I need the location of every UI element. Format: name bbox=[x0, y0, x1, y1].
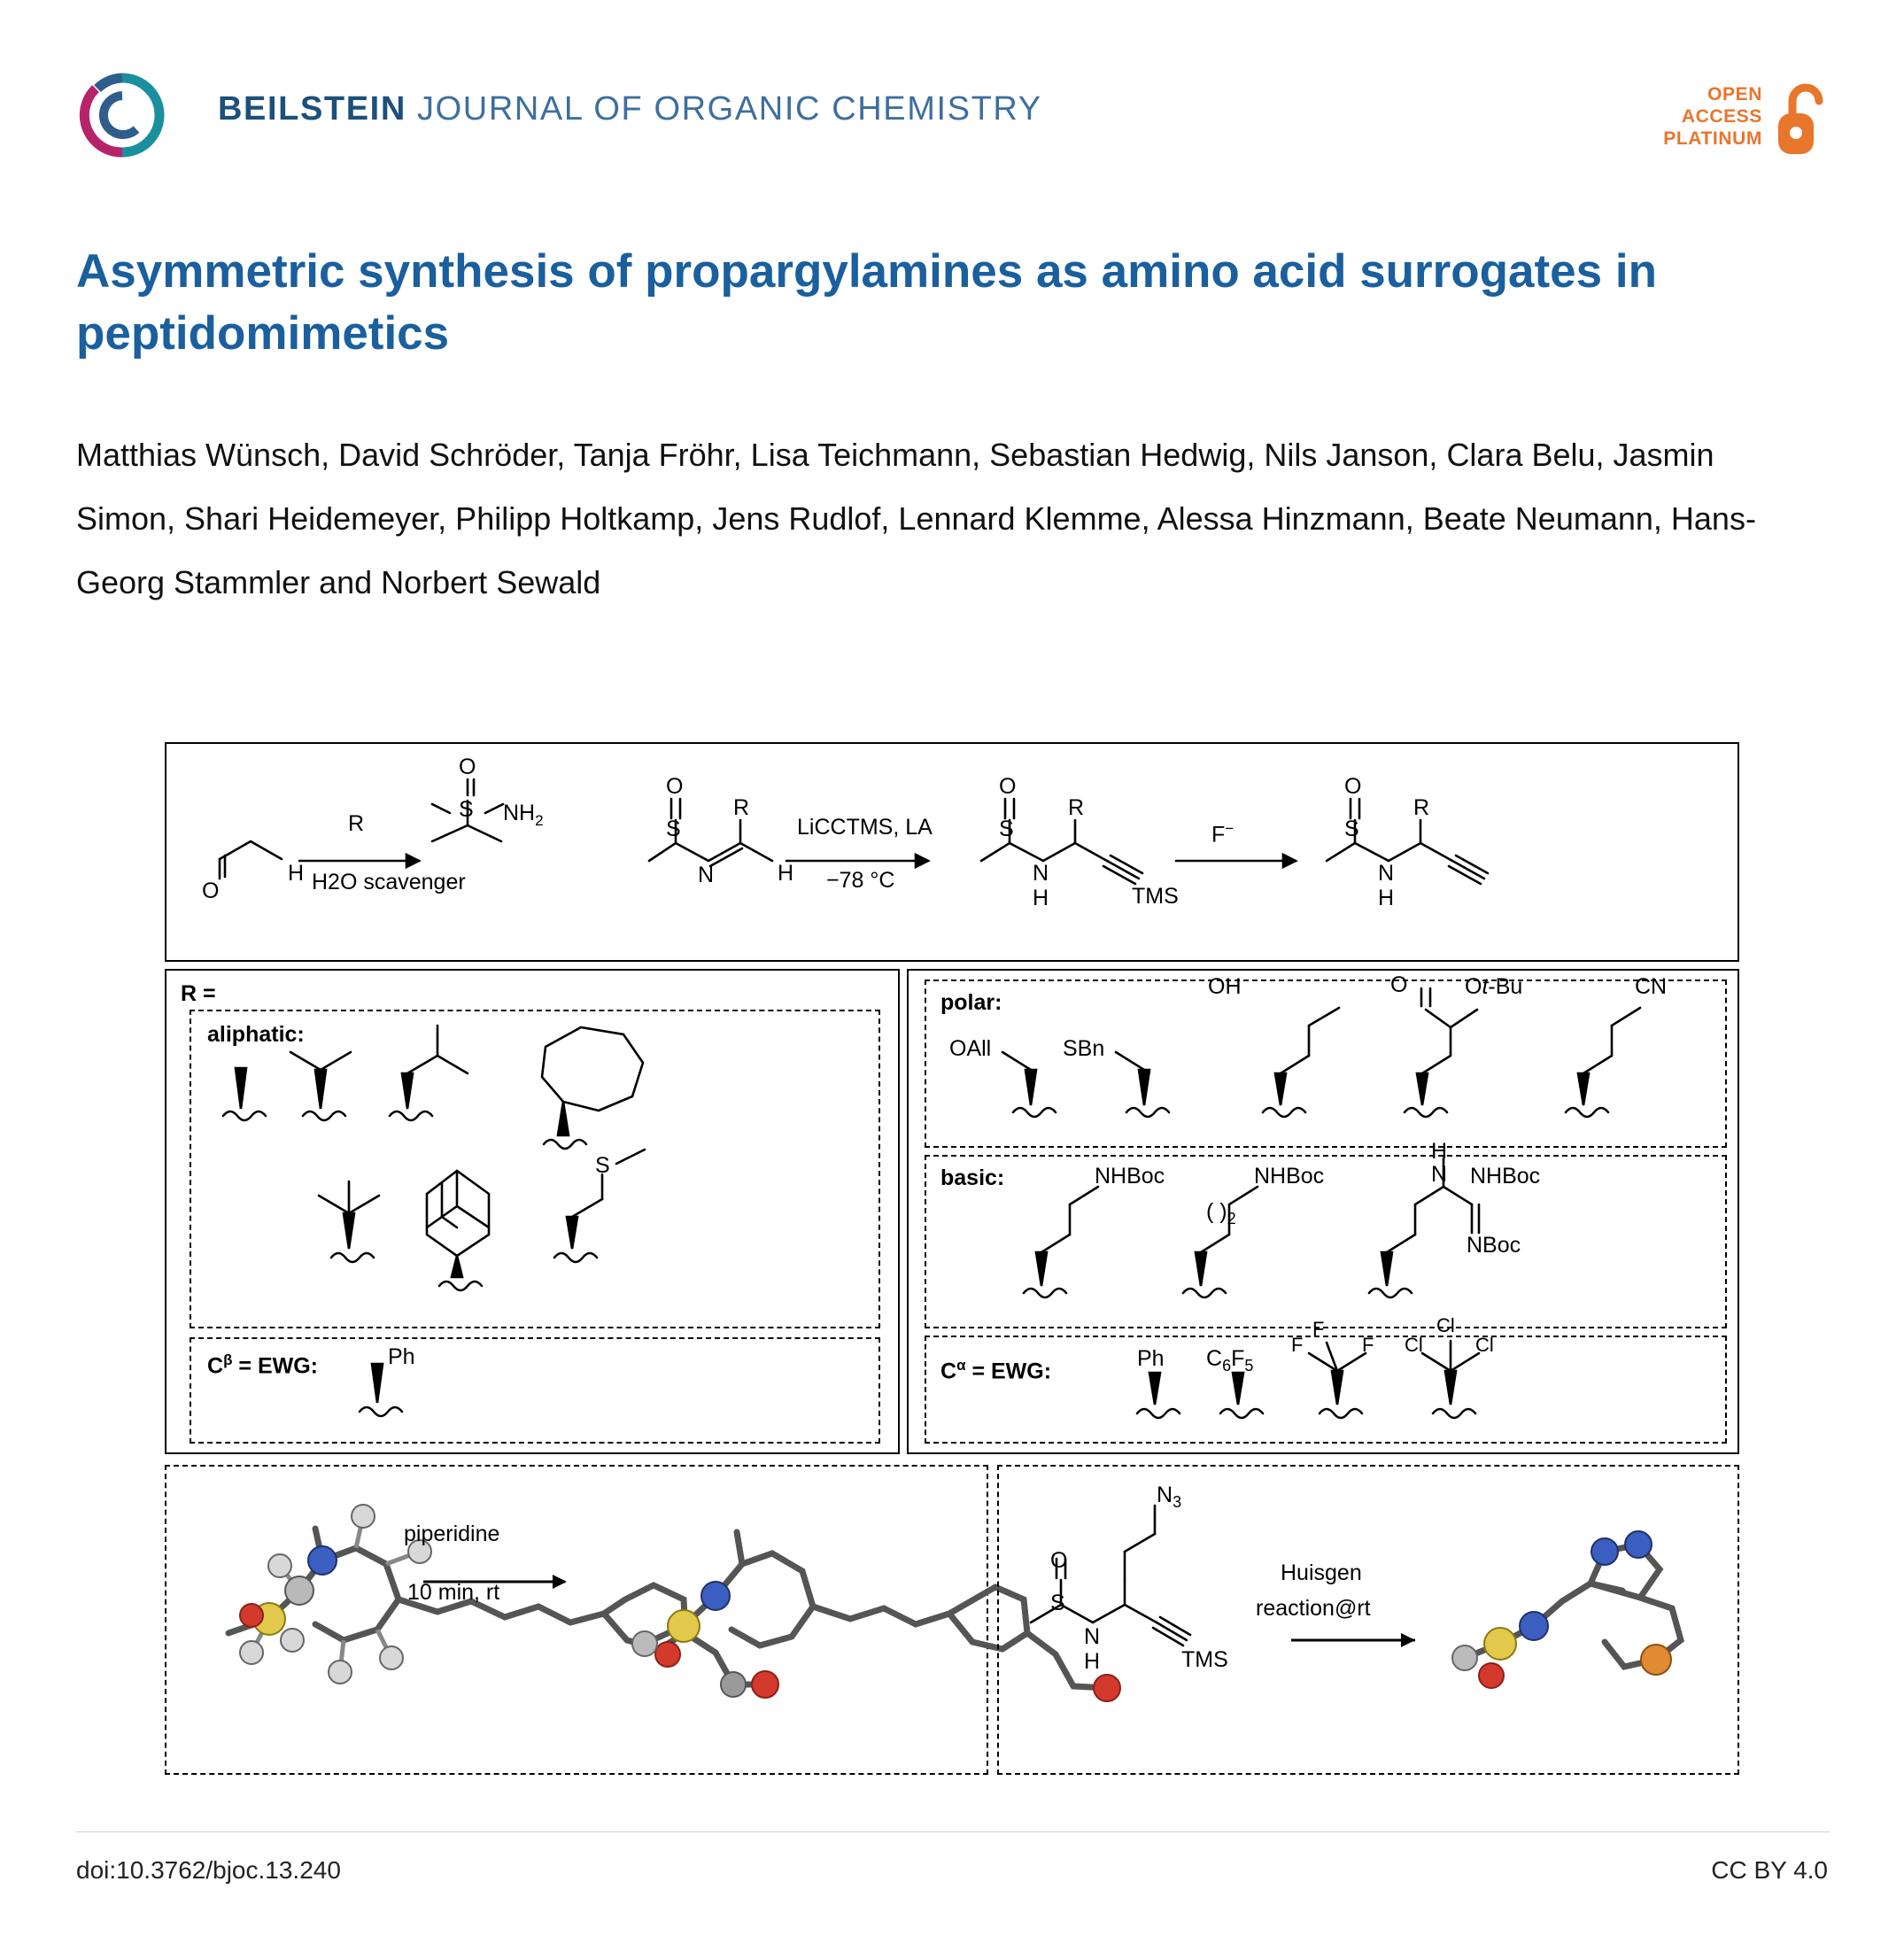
cbeta-ewg-drawing bbox=[191, 1339, 882, 1445]
xray-reagent-line2: 10 min, rt bbox=[407, 1580, 500, 1605]
scheme-product2-R: R bbox=[1413, 795, 1430, 820]
calpha-item-cl1: Cl bbox=[1405, 1334, 1423, 1356]
polar-item-oh: OH bbox=[1208, 974, 1242, 999]
huisgen-drawing bbox=[999, 1467, 1741, 1777]
scheme-imine-O: O bbox=[666, 774, 684, 799]
huisgen-panel bbox=[997, 1465, 1739, 1775]
basic-item-nh: H bbox=[1431, 1139, 1448, 1164]
aliphatic-substituents-drawing bbox=[191, 1011, 882, 1330]
huisgen-reagent-line1: Huisgen bbox=[1281, 1560, 1362, 1585]
scheme-imine-S: S bbox=[666, 817, 681, 841]
scheme-reagent-1: H2O scavenger bbox=[312, 870, 466, 894]
journal-name: JOURNAL OF ORGANIC CHEMISTRY bbox=[417, 90, 1042, 128]
polar-item-oall: OAll bbox=[949, 1036, 992, 1061]
scheme-product1-N: N bbox=[1033, 861, 1049, 886]
journal-header bbox=[76, 69, 1830, 166]
scheme-reagent-3: F− bbox=[1211, 820, 1235, 848]
calpha-item-cl2: Cl bbox=[1436, 1314, 1455, 1336]
polar-item-o: O bbox=[1390, 972, 1408, 997]
basic-item-repeat: ( )$_2$ bbox=[1206, 1199, 1236, 1227]
huisgen-reagent-line2: reaction@rt bbox=[1256, 1596, 1371, 1621]
calpha-ewg-label: $C^\alpha$ = EWG: bbox=[940, 1357, 1052, 1384]
basic-subpanel bbox=[925, 1139, 1727, 1328]
footer-divider bbox=[76, 1831, 1830, 1832]
page-title: Asymmetric synthesis of propargylamines as amino acid surrogates in peptidomimetics bbox=[76, 245, 1657, 360]
open-access-badge bbox=[1644, 74, 1830, 163]
scheme-product1-R: R bbox=[1068, 795, 1085, 820]
aliphatic-subpanel bbox=[190, 1010, 880, 1328]
scheme-reagent-2-line1: LiCCTMS, LA bbox=[797, 815, 933, 840]
scheme-product1-TMS: TMS bbox=[1132, 884, 1179, 909]
license-text[interactable]: CC BY 4.0 bbox=[1711, 1856, 1828, 1884]
scheme-product1-H: H bbox=[1033, 886, 1049, 910]
calpha-item-f2: F bbox=[1312, 1318, 1325, 1340]
aliphatic-label: aliphatic: bbox=[207, 1022, 305, 1047]
calpha-ewg-drawing bbox=[926, 1337, 1729, 1445]
basic-item-nhboc-1: NHBoc bbox=[1095, 1164, 1165, 1189]
calpha-item-c6f5: $C_6F_5$ bbox=[1206, 1346, 1254, 1374]
scheme-label-O: O bbox=[202, 879, 220, 903]
cbeta-ewg-subpanel bbox=[190, 1337, 880, 1444]
open-access-line2: ACCESS bbox=[1681, 106, 1762, 127]
scheme-reagent-2-line2: −78 °C bbox=[826, 868, 895, 893]
polar-subpanel bbox=[925, 972, 1727, 1148]
beilstein-logo-icon bbox=[76, 69, 168, 161]
polar-item-otbu: Ot-Bu bbox=[1465, 974, 1523, 999]
calpha-ewg-subpanel bbox=[925, 1314, 1727, 1444]
graphical-abstract bbox=[165, 742, 1739, 1775]
scheme-sulfinamide-S: S bbox=[459, 797, 474, 822]
scheme-sulfinamide-NH2: $NH_2$ bbox=[503, 801, 544, 829]
polar-item-cn: CN bbox=[1635, 974, 1668, 999]
huisgen-azide-label: $N_3$ bbox=[1157, 1483, 1182, 1511]
calpha-item-f1: F bbox=[1291, 1334, 1304, 1356]
scheme-product2-S: S bbox=[1344, 817, 1359, 841]
r-groups-left-panel bbox=[165, 969, 900, 1454]
huisgen-tms-label: TMS bbox=[1181, 1647, 1228, 1672]
scheme-product1-O: O bbox=[999, 774, 1017, 799]
calpha-item-ph: Ph bbox=[1137, 1346, 1165, 1371]
basic-substituents-drawing bbox=[926, 1157, 1729, 1330]
scheme-sulfinamide-O: O bbox=[459, 755, 476, 779]
basic-item-nboc: NBoc bbox=[1467, 1233, 1521, 1258]
cbeta-ph-label: Ph bbox=[388, 1344, 415, 1369]
basic-label: basic: bbox=[940, 1165, 1005, 1190]
huisgen-sulfinyl-H: H bbox=[1084, 1649, 1101, 1674]
open-access-line1: OPEN bbox=[1707, 84, 1762, 105]
crystal-structure-panel bbox=[165, 1465, 988, 1775]
doi-text[interactable]: doi:10.3762/bjoc.13.240 bbox=[76, 1856, 341, 1884]
scheme-label-H: H bbox=[288, 861, 305, 886]
open-access-line3: PLATINUM bbox=[1663, 128, 1762, 149]
scheme-product2-O: O bbox=[1344, 774, 1362, 799]
polar-substituents-drawing bbox=[926, 981, 1729, 1150]
calpha-item-cl3: Cl bbox=[1475, 1334, 1494, 1356]
aliphatic-sulfur-label: S bbox=[595, 1153, 610, 1178]
huisgen-sulfinyl-N: N bbox=[1084, 1624, 1101, 1649]
reaction-scheme-panel bbox=[165, 742, 1739, 962]
r-groups-right-panel bbox=[907, 969, 1739, 1454]
journal-title bbox=[218, 90, 1042, 128]
scheme-imine-R: R bbox=[733, 795, 750, 820]
scheme-label-R: R bbox=[348, 811, 365, 836]
scheme-product2-N: N bbox=[1378, 861, 1395, 886]
basic-item-nhboc-2: NHBoc bbox=[1254, 1164, 1325, 1189]
scheme-product2-H: H bbox=[1378, 886, 1395, 910]
r-groups-heading: R = bbox=[181, 981, 216, 1006]
crystal-structures-drawing bbox=[166, 1467, 990, 1777]
polar-label: polar: bbox=[940, 990, 1002, 1015]
polar-item-sbn: SBn bbox=[1063, 1036, 1105, 1061]
cbeta-ewg-label: $C^\beta$ = EWG: bbox=[207, 1351, 318, 1379]
basic-item-nhboc-3: NHBoc bbox=[1470, 1164, 1541, 1189]
scheme-imine-H: H bbox=[778, 861, 794, 886]
calpha-item-f3: F bbox=[1362, 1334, 1374, 1356]
basic-item-n: N bbox=[1431, 1162, 1448, 1187]
author-list: Matthias Wünsch, David Schröder, Tanja Fröhr, Lisa Teichmann, Sebastian Hedwig, Nils Janson, Clara Belu, Jasmin Simon, Shari Heidemeyer, Philipp Holtkamp, Jens Rudlof, Lennard Klemme, Alessa Hinzmann, Beate Neumann, Hans-Georg Stammler and Norbert Sewald bbox=[76, 437, 1756, 600]
journal-brand: BEILSTEIN bbox=[218, 90, 406, 128]
scheme-imine-N: N bbox=[698, 863, 715, 887]
scheme-product1-S: S bbox=[999, 817, 1014, 841]
reaction-scheme-drawing bbox=[166, 744, 1741, 964]
open-lock-icon bbox=[1775, 81, 1830, 158]
huisgen-sulfinyl-S: S bbox=[1050, 1591, 1065, 1615]
huisgen-sulfinyl-O: O bbox=[1050, 1548, 1068, 1573]
xray-reagent-line1: piperidine bbox=[404, 1522, 500, 1546]
